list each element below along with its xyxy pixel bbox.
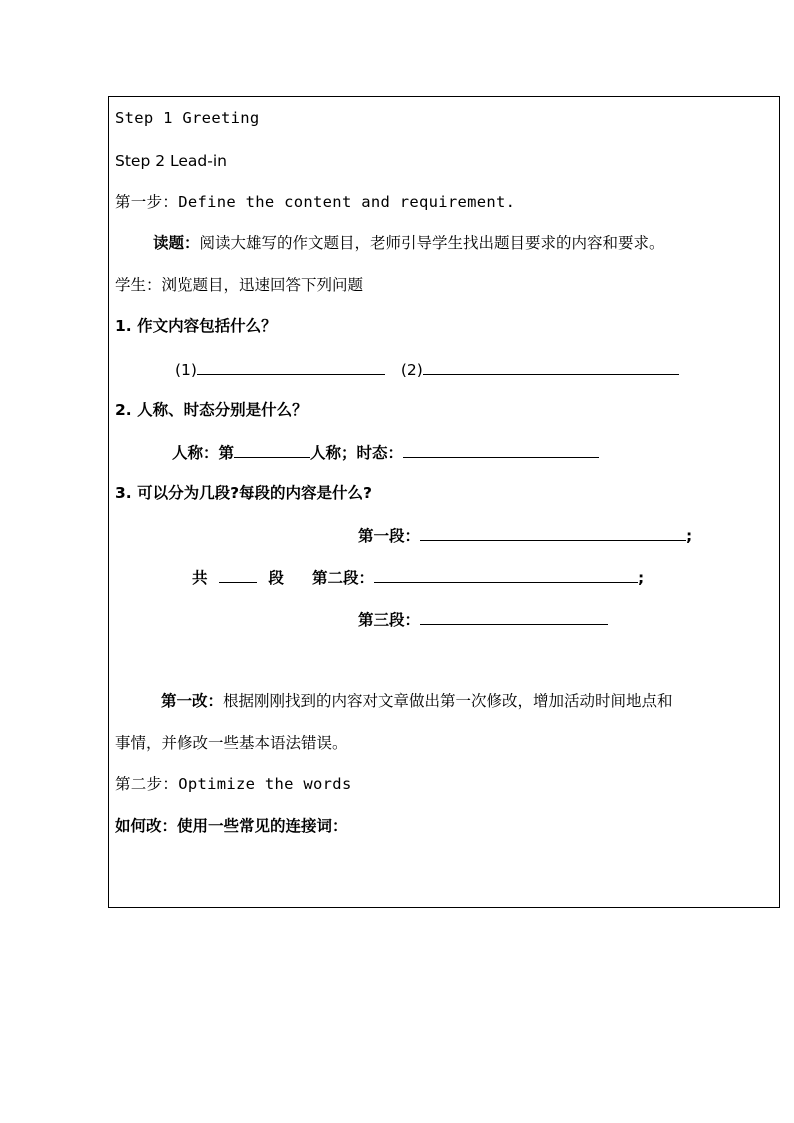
person-blank[interactable] [234,441,310,458]
step1-heading: Step 1 Greeting [115,109,260,127]
revise-1-text-a: 根据刚刚找到的内容对文章做出第一次修改，增加活动时间地点和 [223,692,673,710]
total-suffix: 段 [268,569,284,587]
paragraph-2-line [312,566,644,588]
paragraph-2-label: 第二段： [312,569,375,587]
question-3: 3. 可以分为几段?每段的内容是什么? [115,484,373,502]
step2-heading: Step 2 Lead-in [115,152,227,170]
how-label: 如何改： [115,817,178,835]
first-step-line: 第一步：Define the content and requirement. [115,193,516,211]
total-paragraphs-line [192,566,284,588]
students-line: 学生：浏览题目，迅速回答下列问题 [115,276,364,294]
q2-person-prefix: 人称：第 [172,444,235,462]
paragraph-3-label: 第三段： [358,611,421,629]
revise-1-line-b: 事情，并修改一些基本语法错误。 [115,734,348,752]
paragraph-1-label: 第一段： [358,527,421,545]
tense-blank[interactable] [403,441,599,458]
q1-answer-blank-1[interactable] [197,358,385,375]
read-title-label: 读题： [153,234,200,252]
how-to-revise-line [115,816,348,836]
paragraph-1-end: ; [686,527,693,545]
question-2: 2. 人称、时态分别是什么？ [115,401,308,419]
q1-option-1-label: (1) [175,361,197,379]
q1-option-2-label: (2) [400,361,423,379]
revise-1-line-a [161,691,673,711]
read-title-line [153,233,665,253]
q1-answer-blank-2[interactable] [423,358,679,375]
question-1: 1. 作文内容包括什么？ [115,317,277,335]
paragraph-3-line [358,608,608,630]
second-step-line: 第二步：Optimize the words [115,775,352,793]
paragraph-3-blank[interactable] [420,608,608,625]
question-1-blanks [175,358,679,380]
how-text: 使用一些常见的连接词： [177,817,348,835]
revise-1-label: 第一改： [161,692,224,710]
paragraph-count-blank[interactable] [219,566,257,583]
paragraph-1-line [358,524,692,546]
total-prefix: 共 [192,569,208,587]
paragraph-1-blank[interactable] [420,524,686,541]
question-2-blanks [172,441,599,463]
q2-person-suffix: 人称；时态： [310,444,404,462]
paragraph-2-blank[interactable] [374,566,638,583]
paragraph-2-end: ; [638,569,645,587]
read-title-text: 阅读大雄写的作文题目，老师引导学生找出题目要求的内容和要求。 [199,234,665,252]
